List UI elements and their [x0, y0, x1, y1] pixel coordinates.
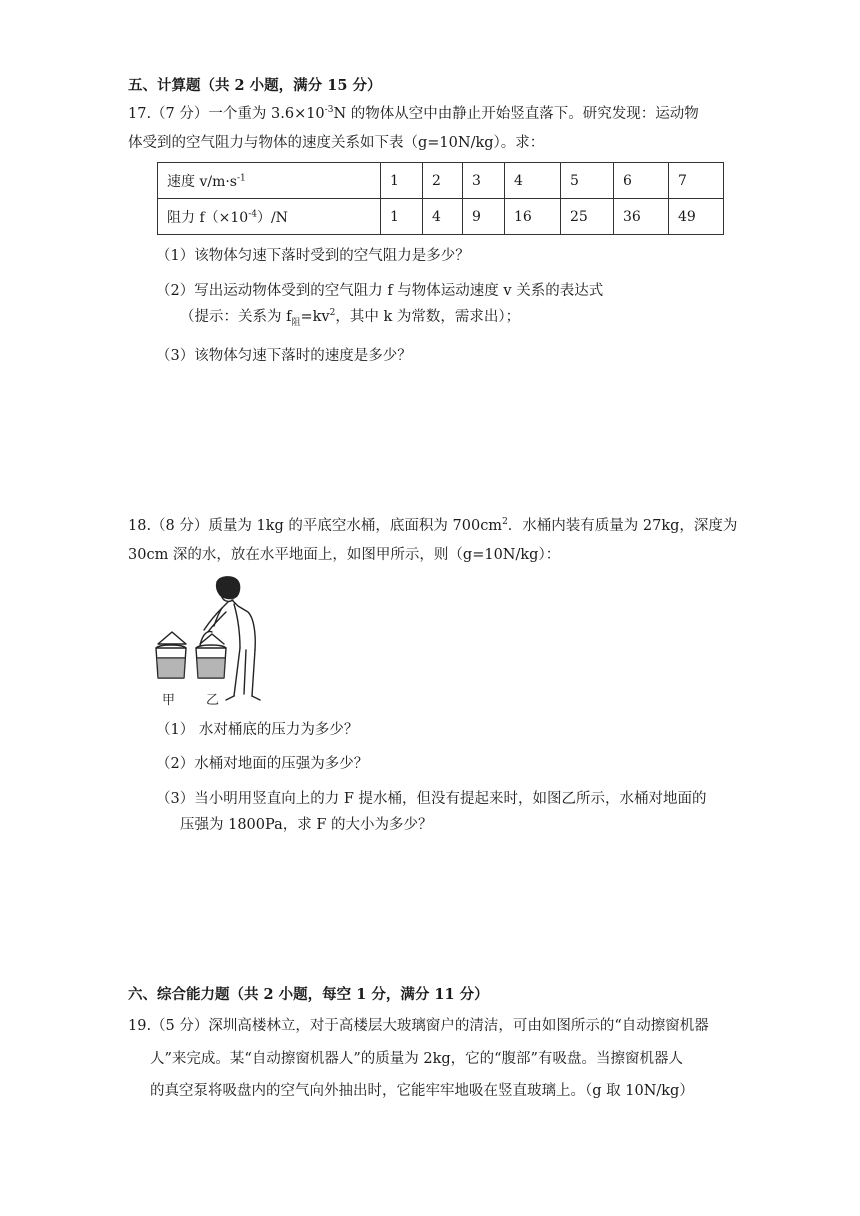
- q17-sub-2: （2）写出运动物体受到的空气阻力 f 与物体运动速度 v 关系的表达式: [156, 283, 604, 299]
- q18-line-1: 18.（8 分）质量为 1kg 的平底空水桶，底面积为 $700cm^2$．水桶内装有质量为 27kg，深度为: [128, 517, 738, 534]
- table-row-speed: [158, 163, 724, 199]
- q17-sub-3: （3）该物体匀速下落时的速度是多少？: [156, 348, 412, 364]
- table-cell: 4: [505, 163, 561, 199]
- q19-line-3: 的真空泵将吸盘内的空气向外抽出时，它能牢牢地吸在竖直玻璃上。（g 取 10N/kg）: [150, 1083, 694, 1099]
- table-header-speed: 速度 $v/m\cdot s^{-1}$: [158, 163, 381, 199]
- q18-sub-3-line-1: （3）当小明用竖直向上的力 F 提水桶，但没有提起来时，如图乙所示，水桶对地面的: [156, 791, 707, 807]
- q19-line-2: 人”来完成。某“自动擦窗机器人”的质量为 2kg，它的“腹部”有吸盘。当擦窗机器人: [150, 1051, 683, 1067]
- table-cell: 25: [561, 199, 614, 235]
- table-cell: 6: [614, 163, 669, 199]
- table-header-resistance: 阻力 $f(\times 10^{-4})/N$: [158, 199, 381, 235]
- q17-sub-2-hint: （提示：关系为 $f_阻=kv^2$，其中 k 为常数，需求出）；: [180, 308, 521, 328]
- q17-line-2: 体受到的空气阻力与物体的速度关系如下表（g=10N/kg）。求：: [128, 135, 545, 151]
- bucket-figure: [148, 574, 268, 710]
- q19-line-1: 19.（5 分）深圳高楼林立，对于高楼层大玻璃窗户的清洁，可由如图所示的“自动擦窗机器: [128, 1018, 709, 1034]
- q18-sub-1: （1） 水对桶底的压力为多少？: [156, 722, 359, 738]
- q18-sub-2: （2）水桶对地面的压强为多少？: [156, 756, 369, 772]
- table-cell: 3: [463, 163, 505, 199]
- q18-sub-3-line-2: 压强为 1800Pa，求 F 的大小为多少？: [180, 817, 433, 833]
- section-5-heading: 五、计算题（共 2 小题，满分 15 分）: [128, 77, 382, 94]
- table-row-resistance: [158, 199, 724, 235]
- table-cell: 1: [381, 163, 423, 199]
- table-cell: 4: [423, 199, 463, 235]
- speed-resistance-table: [157, 162, 724, 235]
- bucket-figure-illustration: [148, 574, 268, 710]
- table-cell: 16: [505, 199, 561, 235]
- figure-label-jia: 甲: [162, 693, 176, 708]
- table-cell: 7: [669, 163, 724, 199]
- section-6-heading: 六、综合能力题（共 2 小题，每空 1 分，满分 11 分）: [128, 986, 489, 1003]
- q17-line-1: 17.（7 分）一个重为 $3.6\times 10^{-3}N$ 的物体从空中由静止开始竖直落下。研究发现：运动物: [128, 105, 699, 122]
- q18-line-2: 30cm 深的水，放在水平地面上，如图甲所示，则（g=10N/kg）：: [128, 547, 561, 563]
- table-cell: 49: [669, 199, 724, 235]
- table-cell: 1: [381, 199, 423, 235]
- table-cell: 2: [423, 163, 463, 199]
- table-cell: 36: [614, 199, 669, 235]
- figure-label-yi: 乙: [206, 693, 220, 708]
- q17-sub-1: （1）该物体匀速下落时受到的空气阻力是多少？: [156, 248, 470, 264]
- table-cell: 9: [463, 199, 505, 235]
- table-cell: 5: [561, 163, 614, 199]
